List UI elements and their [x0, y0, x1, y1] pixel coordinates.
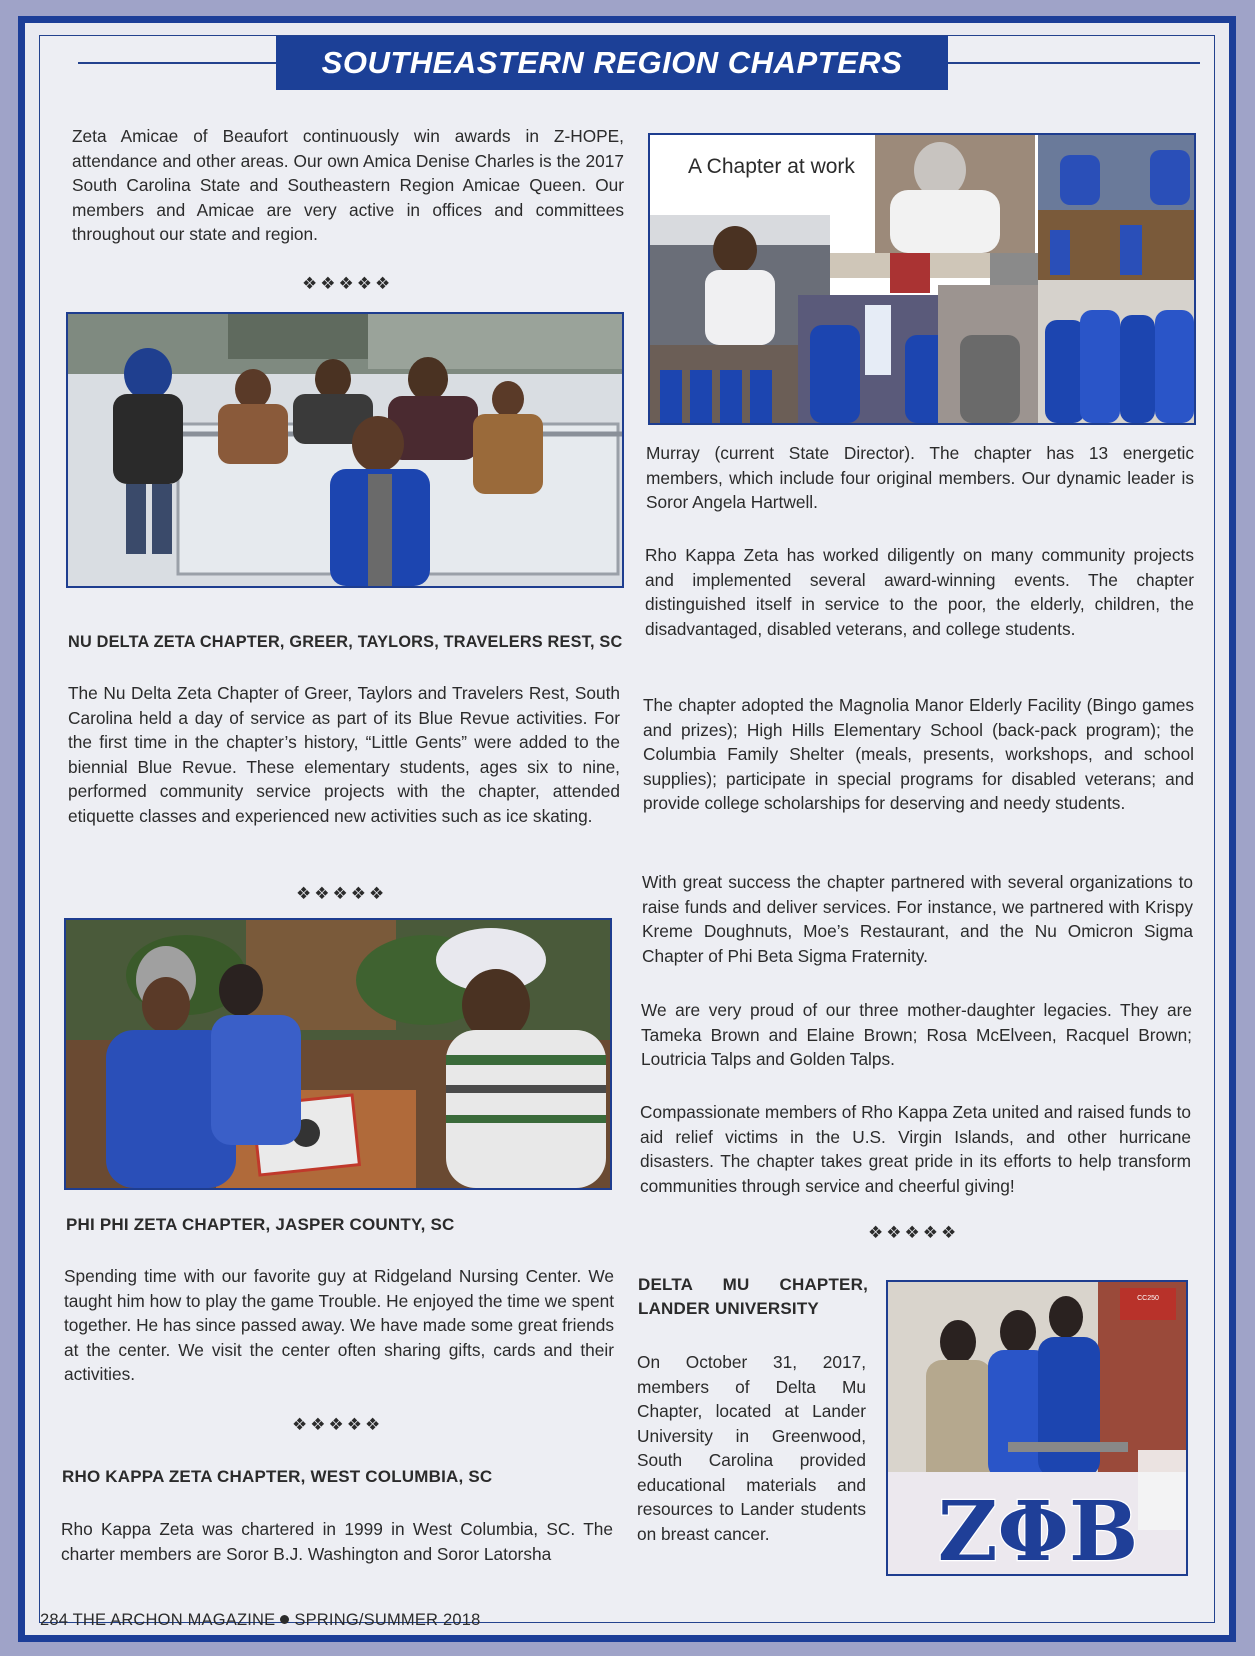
rho-kappa-zeta-paragraph-6: We are very proud of our three mother-daughter legacies. They are Tameka Brown and Elaine Brown; Rosa McElveen, Racquel Brown; Loutricia Talps and Golden Talps. [641, 1000, 1192, 1069]
rho-kappa-zeta-paragraph-4: The chapter adopted the Magnolia Manor Elderly Facility (Bingo games and prizes); High Hills Elementary School (back-pack program); the Columbia Family Shelter (meals, presents, workshops, and school supplies); participate in special programs for disabled veterans; and provide college scholarships for deserving and needy students. [643, 695, 1194, 813]
chapter-at-work-collage [648, 133, 1196, 425]
wall-sign-text: CC250 [1137, 1295, 1159, 1302]
rho-kappa-zeta-paragraph-5: With great success the chapter partnered with several organizations to raise funds and deliver services. For instance, we partnered with Krispy Kreme Doughnuts, Moe’s Restaurant, and the Nu Omicron Sigma Chapter of Phi Beta Sigma Fraternity. [642, 872, 1193, 966]
collage-caption: A Chapter at work [688, 155, 855, 178]
ice-skating-photo [66, 312, 624, 588]
bullet-icon [280, 1615, 289, 1624]
rho-kappa-zeta-paragraph-1: Rho Kappa Zeta was chartered in 1999 in West Columbia, SC. The charter members are Soror B.J. Washington and Soror Latorsha [61, 1519, 613, 1564]
delta-mu-image [888, 1282, 1186, 1574]
masthead-rule-left [78, 62, 278, 64]
rho-kappa-zeta-heading: RHO KAPPA ZETA CHAPTER, WEST COLUMBIA, SC [62, 1467, 493, 1486]
page-number: 284 [40, 1611, 69, 1629]
sorority-letters: ΖΦΒ [937, 1484, 1139, 1574]
trouble-game-photo [64, 918, 612, 1190]
delta-mu-photo [886, 1280, 1188, 1576]
issue-name: SPRING/SUMMER 2018 [294, 1611, 481, 1629]
nu-delta-zeta-heading: NU DELTA ZETA CHAPTER, GREER, TAYLORS, TRAVELERS REST, SC [68, 633, 623, 651]
rho-kappa-zeta-paragraph-7: Compassionate members of Rho Kappa Zeta united and raised funds to aid relief victims in the U.S. Virgin Islands, and other hurricane disasters. The chapter takes great pride in its efforts to help transform communities through service and cheerful giving! [640, 1102, 1191, 1196]
section-divider: ❖❖❖❖❖ [296, 884, 388, 903]
delta-mu-paragraph: On October 31, 2017, members of Delta Mu Chapter, located at Lander University in Greenwood, South Carolina provided educational materials and resources to Lander students on breast cancer. [637, 1352, 866, 1544]
section-divider: ❖❖❖❖❖ [292, 1415, 384, 1434]
phi-phi-zeta-paragraph: Spending time with our favorite guy at Ridgeland Nursing Center. We taught him how to play the game Trouble. He enjoyed the time we spent together. He has since passed away. We have made some great friends at the center. We visit the center often sharing gifts, cards and their activities. [64, 1266, 614, 1384]
rho-kappa-zeta-paragraph-3: Rho Kappa Zeta has worked diligently on many community projects and implemented several award-winning events. The chapter distinguished itself in service to the poor, the elderly, children, the disadvantaged, disabled veterans, and college students. [645, 545, 1194, 639]
intro-paragraph: Zeta Amicae of Beaufort continuously win awards in Z-HOPE, attendance and other areas. Our own Amica Denise Charles is the 2017 South Carolina State and Southeastern Region Amicae Queen. Our members and Amicae are very active in offices and committees throughout our state and region. [72, 126, 624, 244]
page-title: SOUTHEASTERN REGION CHAPTERS [276, 36, 948, 90]
phi-phi-zeta-heading: PHI PHI ZETA CHAPTER, JASPER COUNTY, SC [66, 1215, 455, 1234]
rho-kappa-zeta-paragraph-2: Murray (current State Director). The chapter has 13 energetic members, which include four original members. Our dynamic leader is Soror Angela Hartwell. [646, 443, 1194, 512]
ice-skating-image [68, 314, 622, 586]
page-footer [40, 1611, 480, 1630]
trouble-game-image [66, 920, 610, 1188]
masthead-rule-right [948, 62, 1200, 64]
section-divider: ❖❖❖❖❖ [302, 274, 394, 293]
section-divider: ❖❖❖❖❖ [868, 1223, 960, 1242]
delta-mu-heading: DELTA MU CHAPTER, LANDER UNIVERSITY [638, 1275, 868, 1318]
nu-delta-zeta-paragraph: The Nu Delta Zeta Chapter of Greer, Taylors and Travelers Rest, South Carolina held a day of service as part of its Blue Revue activities. For the first time in the chapter’s history, “Little Gents” were added to the biennial Blue Revue. These elementary students, ages six to nine, performed community service projects with the chapter, attended etiquette classes and experienced new activities such as ice skating. [68, 683, 620, 826]
magazine-name: THE ARCHON MAGAZINE [72, 1611, 276, 1629]
